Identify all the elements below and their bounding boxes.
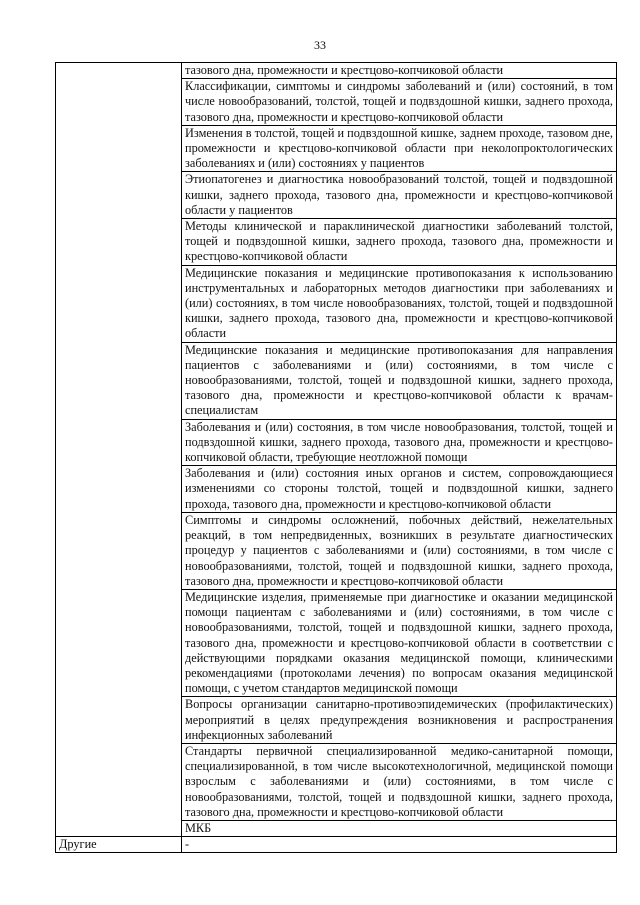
knowledge-item (182, 512, 617, 589)
knowledge-item (182, 219, 617, 266)
knowledge-item (182, 172, 617, 219)
knowledge-item (182, 743, 617, 820)
knowledge-item-text: Заболевания и (или) состояния, в том числе новообразования, толстой, тощей и подвздошной кишки, заднего прохода, тазового дна, промежности и крестцово-копчиковой области, требующие неотложной помощи (185, 419, 613, 465)
knowledge-item-text: Методы клинической и параклинической диагностики заболеваний толстой, тощей и подвздошной кишки, заднего прохода, тазового дна, промежности и крестцово-копчиковой области (185, 219, 613, 264)
knowledge-item (182, 419, 617, 466)
knowledge-item-text: тазового дна, промежности и крестцово-копчиковой области (185, 63, 504, 77)
knowledge-item-text: Медицинские показания и медицинские противопоказания к использованию инструментальных и лабораторных методов диагностики при заболеваниях и (или) состояниях, в том числе новообразованиях, толстой, тощей и подвздошной кишки, заднего прохода, тазового дна, промежности и крестцово-копчиковой области (185, 265, 613, 341)
knowledge-item-text: Медицинские изделия, применяемые при диагностике и оказании медицинской помощи пациентам с заболеваниями и (или) состояниями, в том числе с новообразованиями, толстой, тощей и подвздошной кишки, заднего прохода, тазового дна, промежности и крестцово-копчиковой области в соответствии с действующими порядками оказания медицинской помощи, клиническими рекомендациями (протоколами лечения) по вопросам оказания медицинской помощи, с учетом стандартов медицинской помощи (185, 589, 613, 696)
knowledge-item-text: Этиопатогенез и диагностика новообразований толстой, тощей и подвздошной кишки, заднего прохода, тазового дна, промежности и крестцово-копчиковой области у пациентов (185, 172, 613, 217)
knowledge-item (182, 820, 617, 836)
table-row (56, 63, 617, 79)
knowledge-item-text: Заболевания и (или) состояния иных органов и систем, сопровождающиеся изменениями со стороны толстой, тощей и подвздошной кишки, заднего прохода, тазового дна, промежности и крестцово-копчиковой области (185, 466, 613, 511)
left-column-cell (56, 63, 182, 837)
table-row-other (56, 837, 617, 853)
requirements-table (55, 62, 617, 853)
knowledge-item (182, 63, 617, 79)
knowledge-item (182, 697, 617, 744)
knowledge-item-text: Стандарты первичной специализированной медико-санитарной помощи, специализированной, в том числе высокотехнологичной, медицинской помощи взрослым с заболеваниями и (или) состояниями, в том числе с новообразованиями, толстой, тощей и подвздошной кишки, заднего прохода, тазового дна, промежности и крестцово-копчиковой области (185, 743, 613, 819)
other-label: Другие (56, 837, 182, 853)
knowledge-item-text: Изменения в толстой, тощей и подвздошной кишке, заднем проходе, тазовом дне, промежности и крестцово-копчиковой области при неколопроктологических заболеваниях и (или) состояниях у пациентов (185, 125, 613, 171)
knowledge-item-text: Вопросы организации санитарно-противоэпидемических (профилактических) мероприятий в целях предупреждения возникновения и распространения инфекционных заболеваний (185, 697, 613, 742)
page-number: 33 (314, 38, 326, 52)
knowledge-item (182, 466, 617, 513)
knowledge-item-text: Медицинские показания и медицинские противопоказания для направления пациентов с заболеваниями и (или) состояниями, в том числе с новообразованиями, толстой, тощей и подвздошной кишки, заднего прохода, тазового дна, промежности и крестцово-копчиковой области к врачам-специалистам (185, 342, 613, 418)
knowledge-item (182, 265, 617, 342)
knowledge-item (182, 125, 617, 172)
knowledge-item (182, 589, 617, 696)
knowledge-item-text: Симптомы и синдромы осложнений, побочных действий, нежелательных реакций, в том непредвиденных, возникших в результате диагностических процедур у пациентов с заболеваниями и (или) состояниями, в том числе с новообразованиями, толстой, тощей и подвздошной кишки, заднего прохода, тазового дна, промежности и крестцово-копчиковой области (185, 512, 613, 588)
knowledge-item (182, 79, 617, 126)
knowledge-item-text: МКБ (185, 820, 212, 835)
knowledge-item-text: Классификации, симптомы и синдромы заболеваний и (или) состояний, в том числе новообразований, толстой, тощей и подвздошной кишки, заднего прохода, тазового дна, промежности и крестцово-копчиковой области (185, 79, 613, 124)
other-value: - (182, 837, 617, 853)
knowledge-item (182, 342, 617, 419)
